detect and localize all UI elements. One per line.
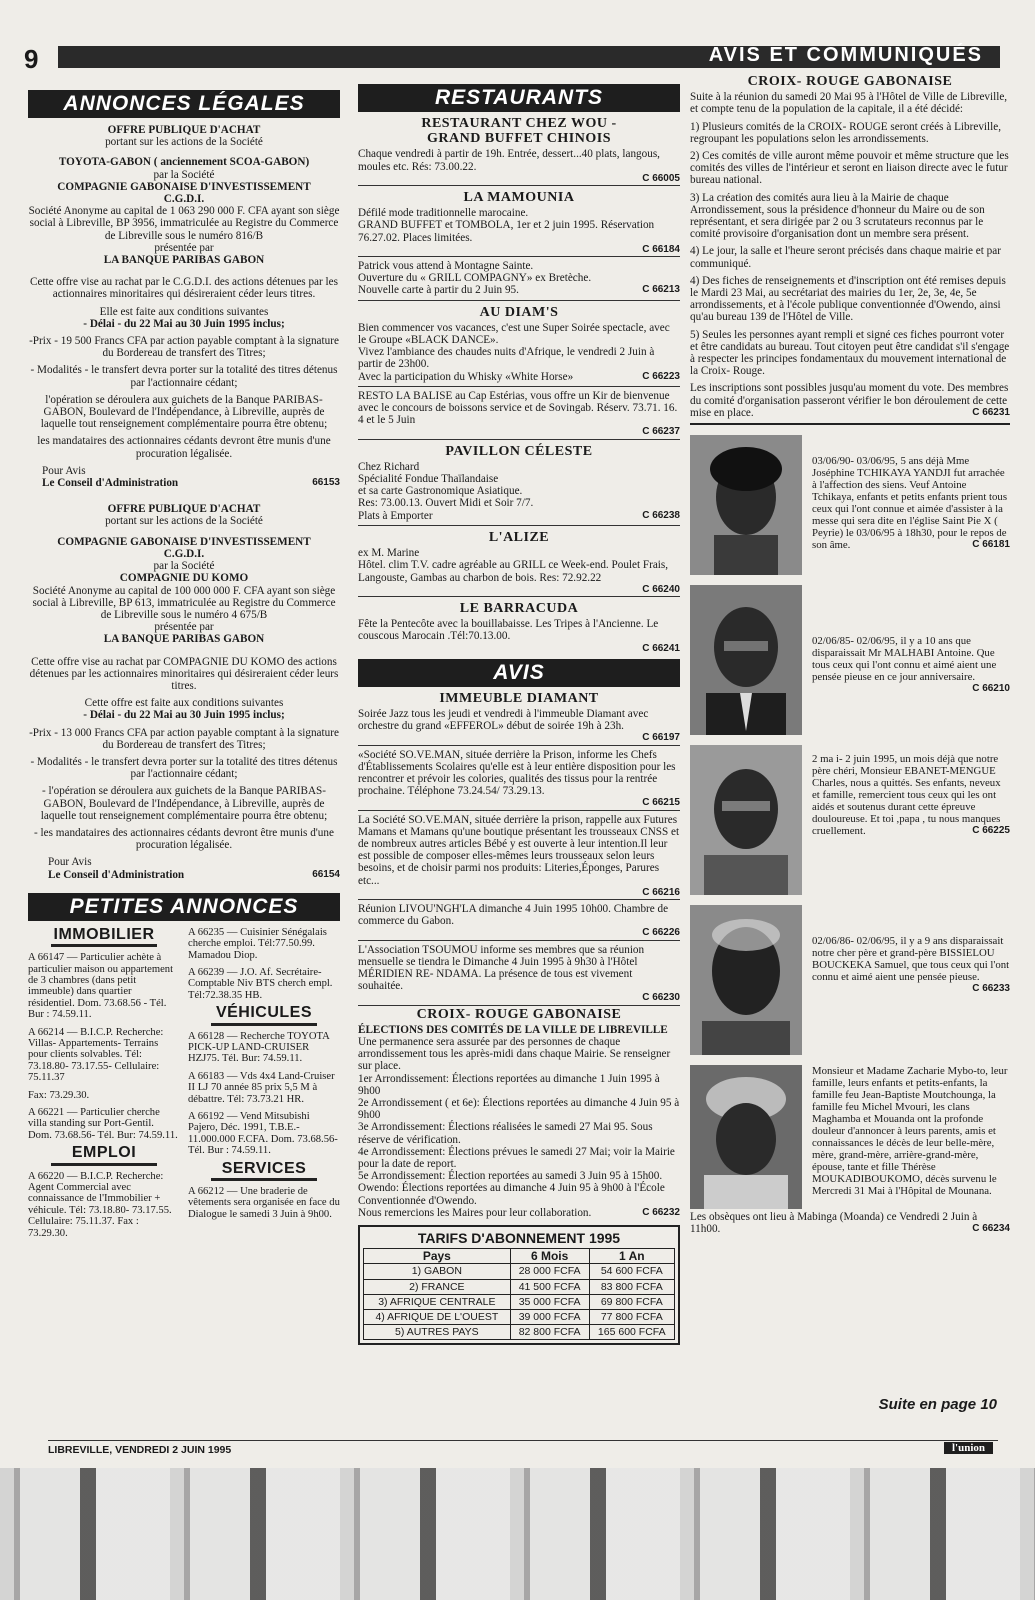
alize-ref: C 66240 xyxy=(642,583,680,595)
obituary xyxy=(690,1065,1010,1209)
ad-item: A 66220 — B.I.C.P. Recherche: Agent Commercial avec connaissance de l'Immobilier + véhicule. Tél: 73.18.80- 73.17.55. Cellulaire: 75.11.37. Fax : 73.29.30. xyxy=(28,1170,172,1239)
opa1-description: Société Anonyme au capital de 1 063 290 000 F. CFA ayant son siège social à Libreville, BP 3956, immatriculée au Registre du Commerce de Libreville sous le numéro 816/B xyxy=(28,205,340,242)
opa2-presentee: présentée par xyxy=(154,621,214,634)
croix2-line: 5e Arrondissement: Élection reportées au samedi 3 Juin 95 à 15h00. xyxy=(358,1170,663,1183)
opa1-sign1: Pour Avis xyxy=(42,464,86,477)
opa2-company: COMPAGNIE GABONAISE D'INVESTISSEMENT xyxy=(57,535,311,548)
ad-item: A 66128 — Recherche TOYOTA PICK-UP LAND-CRUISER HZJ75. Tél. Bur: 74.59.11. xyxy=(188,1030,330,1065)
tsoumou-text: L'Association TSOUMOU informe ses membres que sa réunion mensuelle se tiendra le Dimanche 4 Juin 1995 à 9h30 à l'Hôtel MÉRIDIEN RE- NDAMA. La présence de tous est vivement souhaitée. xyxy=(358,943,645,993)
croix2-closing: Nous remercions les Maires pour leur collaboration. xyxy=(358,1206,592,1219)
obituary xyxy=(690,435,1010,575)
page-number: 9 xyxy=(24,44,39,74)
obituary xyxy=(690,905,1010,1055)
tarifs-cell: 1) GABON xyxy=(364,1264,511,1279)
tarifs-cell: 2) FRANCE xyxy=(364,1279,511,1294)
scan-artifact xyxy=(0,1468,1035,1600)
ad-item: A 66214 — B.I.C.P. Recherche: Villas- Appartements- Terrains pour clients solvables. Tél: 73.18.80- 73.17.55- Cellulaire: 75.11.37 xyxy=(28,1026,164,1084)
tarifs-cell: 82 800 FCFA xyxy=(510,1325,589,1340)
tarifs-title: TARIFS D'ABONNEMENT 1995 xyxy=(417,1230,621,1247)
croix-rouge-ref: C 66231 xyxy=(972,406,1010,418)
patrick-ref: C 66213 xyxy=(642,284,680,296)
tarifs-cell: 165 600 FCFA xyxy=(589,1325,674,1340)
alize-title: L'ALIZE xyxy=(488,529,550,545)
barracuda-l1: Fête la Pentecôte avec la bouillabaisse. Les Tripes à l'Ancienne. Le couscous Marocain .Tél:70.13.00. xyxy=(358,618,659,643)
table-row xyxy=(364,1325,675,1340)
opa1-ref: 66153 xyxy=(312,477,340,489)
section-title: AVIS ET COMMUNIQUÉS xyxy=(708,44,983,66)
croix2-title: CROIX- ROUGE GABONAISE xyxy=(416,1006,622,1022)
croix-rouge-intro: Suite à la réunion du samedi 20 Mai 95 à l'Hôtel de Ville de Libreville, et compte tenu de la population de la capitale, il a été décidé: xyxy=(690,91,1008,116)
mamounia-ref: C 66184 xyxy=(642,243,680,255)
pavillon-title: PAVILLON CÉLESTE xyxy=(445,443,593,459)
mamounia-l2: GRAND BUFFET et TOMBOLA, 1er et 2 juin 1995. Réservation 76.27.02. Places limitées. xyxy=(358,219,655,244)
patrick-l1: Patrick vous attend à Montagne Sainte. xyxy=(358,260,534,273)
croix2-line: 3e Arrondissement: Élections réalisées le samedi 27 Mai 95. Sous réserve de vérification. xyxy=(358,1121,653,1146)
tarifs-cell: 54 600 FCFA xyxy=(589,1264,674,1279)
pavillon-l1: Chez Richard xyxy=(358,460,420,473)
croix-rouge-item: 5) Seules les personnes ayant rempli et signé ces fiches pourront voter et être candidats au bureau. Tout citoyen peut être candidat s'il s'engage à respecter les principes fondamentaux du mouvement international de la Croix- Rouge. xyxy=(690,328,1010,378)
ad-item: A 66183 — Vds 4x4 Land-Cruiser II LJ 70 année 85 prix 5,5 M à débattre. Tél: 73.73.21 HR. xyxy=(188,1070,335,1105)
annonces-legales-banner: ANNONCES LÉGALES xyxy=(28,90,340,118)
diam-l3: Avec la participation du Whisky «White Horse» xyxy=(358,370,574,383)
opa-notice-1 xyxy=(28,124,340,266)
pavillon-l2: Spécialité Fondue Thaïlandaise xyxy=(358,473,499,486)
ad-item: A 66212 — Une braderie de vêtements sera organisée en face du Dialogue le samedi 3 Juin à 9h00. xyxy=(188,1186,340,1220)
croix2-intro: Une permanence sera assurée par des personnes de chaque arrondissement tous les après-midi dans chaque Mairie. Se renseigner sur place. xyxy=(358,1036,671,1073)
obituary-ref: C 66181 xyxy=(972,539,1010,551)
croix-rouge-item: 4) Des fiches de renseignements et d'inscription ont été remises depuis le Mardi 23 Mai, au secrétariat des mairies du 1er, 2e, 3e, 4e, 5e arrondissements, et à l'école publique conventionnée d'Owendo, ainsi qu'au bureau 139 de l'Hôtel de Ville. xyxy=(690,274,1006,324)
diam-l2: Vivez l'ambiance des chaudes nuits d'Afrique, le vendredi 2 Juin à partir de 23h00. xyxy=(358,346,655,371)
soveman1-ref: C 66215 xyxy=(642,797,680,809)
opa1-par: par la Société xyxy=(153,168,215,181)
tarifs-header: 6 Mois xyxy=(510,1249,589,1264)
obituary-text: 02/06/86- 02/06/95, il y a 9 ans disparaissait notre cher père et grand-père BISSIELOU BOUCKEKA Samuel, que tous ceux qui l'ont connu et aimé aient une pensée pieuse. xyxy=(812,935,1010,984)
petites-annonces-col-2 xyxy=(188,927,340,1245)
croix2-line: 2e Arrondissement ( et 6e): Élections reportées au dimanche 4 Juin 95 à 9h00 xyxy=(358,1097,680,1122)
wou-ref: C 66005 xyxy=(642,172,680,184)
opa2-p2b: - Délai - du 22 Mai au 30 Juin 1995 inclus; xyxy=(83,709,285,722)
petites-annonces-banner: PETITES ANNONCES xyxy=(28,893,340,921)
opa1-p5: l'opération se déroulera aux guichets de la Banque PARIBAS-GABON, Boulevard de l'Indépendance, à Libreville, auprès de laquelle tout renseignement complémentaire pourra être obtenu; xyxy=(40,393,328,431)
livou-text: Réunion LIVOU'NGH'LA dimanche 4 Juin 1995 10h00. Chambre de commerce du Gabon. xyxy=(358,902,669,928)
opa2-p5: - l'opération se déroulera aux guichets de la Banque PARIBAS-GABON, Boulevard de l'Indépendance, à Libreville, auprès de laquelle tout renseignement complémentaire pourra être obtenu; xyxy=(40,785,328,822)
opa1-p2b: - Délai - du 22 Mai au 30 Juin 1995 inclus; xyxy=(83,317,285,330)
obituary xyxy=(690,745,1010,895)
croix2-subtitle: ÉLECTIONS DES COMITÉS DE LA VILLE DE LIBREVILLE xyxy=(358,1023,668,1036)
opa2-subtitle: portant sur les actions de la Société xyxy=(105,515,263,528)
tarifs-header: Pays xyxy=(364,1249,511,1264)
mamounia-title: LA MAMOUNIA xyxy=(463,190,575,206)
opa1-bidder-abbr: C.G.D.I. xyxy=(163,193,205,206)
obituary-ref: C 66233 xyxy=(972,983,1010,995)
column-middle xyxy=(358,84,680,1345)
footer-date: LIBREVILLE, VENDREDI 2 JUIN 1995 xyxy=(48,1444,232,1456)
tarifs-box xyxy=(358,1225,680,1345)
diamant-title: IMMEUBLE DIAMANT xyxy=(439,690,599,706)
obituary-text: 02/06/85- 02/06/95, il y a 10 ans que disparaissait Mr MALHABI Antoine. Que tous ceux qui l'ont connu et aimé aient une pensée pieuse en ce jour anniversaire. xyxy=(812,635,997,684)
patrick-l3: Nouvelle carte à partir du 2 Juin 95. xyxy=(358,284,519,297)
opa2-ref: 66154 xyxy=(312,868,340,880)
column-left xyxy=(28,90,340,1245)
tarifs-cell: 69 800 FCFA xyxy=(589,1294,674,1309)
croix-rouge-item: 1) Plusieurs comités de la CROIX- ROUGE seront créés à Libreville, regroupant les populations selon les arrondissements. xyxy=(690,120,1001,145)
opa1-p6: les mandataires des actionnaires cédants devront être munis d'une procuration légalisée. xyxy=(37,435,331,460)
portrait-photo xyxy=(690,745,802,895)
diam-ref: C 66223 xyxy=(642,370,680,382)
balise-ref: C 66237 xyxy=(642,426,680,438)
opa1-p2a: Elle est faite aux conditions suivantes xyxy=(99,305,269,318)
column-right xyxy=(690,76,1010,1235)
pavillon-ref: C 66238 xyxy=(642,509,680,521)
tarifs-header: 1 An xyxy=(589,1249,674,1264)
obituary-ref: C 66210 xyxy=(972,683,1010,695)
table-row xyxy=(364,1264,675,1279)
continued-link[interactable]: Suite en page 10 xyxy=(878,1396,997,1413)
livou-ref: C 66226 xyxy=(642,927,680,939)
ad-item: A 66221 — Particulier cherche villa standing sur Port-Gentil. Dom. 73.68.56- Tél. Bur: 74.59.11. xyxy=(28,1107,178,1141)
opa1-bank: LA BANQUE PARIBAS GABON xyxy=(103,254,265,267)
opa1-bidder: COMPAGNIE GABONAISE D'INVESTISSEMENT xyxy=(57,180,311,193)
portrait-photo xyxy=(690,905,802,1055)
opa1-presentee: présentée par xyxy=(154,241,214,254)
soveman2-ref: C 66216 xyxy=(642,886,680,898)
table-row xyxy=(364,1294,675,1309)
tsoumou-ref: C 66230 xyxy=(642,992,680,1004)
opa2-p3: -Prix - 13 000 Francs CFA par action payable comptant à la signature du Bordereau de transfert des Titres; xyxy=(29,726,339,751)
wou-text: Chaque vendredi à partir de 19h. Entrée, dessert...40 plats, langous, moules etc. Rés: 73.00.22. xyxy=(358,148,660,173)
opa2-p2a: Cette offre est faite aux conditions suivantes xyxy=(84,697,284,710)
obituary-ref: C 66225 xyxy=(972,825,1010,837)
tarifs-cell: 28 000 FCFA xyxy=(510,1264,589,1279)
opa2-p4: - Modalités - le transfert devra porter sur la totalité des titres détenus par l'actionnaire cédant; xyxy=(30,755,338,781)
opa2-sign2: Le Conseil d'Administration xyxy=(48,868,185,881)
balise-text: RESTO LA BALISE au Cap Estérias, vous offre un Kir de bienvenue avec le concours de boissons service et de Sovingab. Réserv. 73.71. 16. 4 et le 5 Juin xyxy=(358,389,678,427)
ad-item: Fax: 73.29.30. xyxy=(28,1089,90,1101)
tarifs-cell: 77 800 FCFA xyxy=(589,1310,674,1325)
portrait-photo xyxy=(690,435,802,575)
croix2-line: Owendo: Élections reportées au dimanche 4 Juin 95 à 9h00 à l'École Conventionnée d'Owendo. xyxy=(358,1182,665,1207)
diam-l1: Bien commencer vos vacances, c'est une Super Soirée spectacle, avec le Groupe «BLACK DANCE». xyxy=(358,321,670,347)
tarifs-cell: 4) AFRIQUE DE L'OUEST xyxy=(364,1310,511,1325)
tarifs-table xyxy=(363,1248,675,1340)
obituary-after: Les obsèques ont lieu à Mabinga (Moanda) ce Vendredi 2 Juin à 11h00. xyxy=(690,1211,978,1236)
barracuda-ref: C 66241 xyxy=(642,642,680,654)
opa2-signature xyxy=(28,869,340,881)
croix-rouge-item: 2) Ces comités de ville auront même pouvoir et même structure que les comités des villes de l'intérieur et seront en liaison directe avec le futur bureau national. xyxy=(690,150,1009,187)
obituary xyxy=(690,585,1010,735)
obituary-text: 2 ma i- 2 juin 1995, un mois déjà que notre père chéri, Monsieur EBANET-MENGUE Charles, nous a quittés. Ses enfants, neveux et famille, remercient tous ceux qui les ont aidés et soutenus durant cette épreuve douloureuse. Et toi ,papa , tu nous manques cruellement. xyxy=(812,753,1001,838)
croix-rouge-title: CROIX- ROUGE GABONAISE xyxy=(747,74,953,89)
opa-notice-2 xyxy=(28,503,340,645)
opa2-sign1: Pour Avis xyxy=(48,856,92,869)
immobilier-heading: IMMOBILIER xyxy=(53,925,155,943)
barracuda-title: LE BARRACUDA xyxy=(459,600,579,616)
soveman1-text: «Société SO.VE.MAN, située derrière la Prison, informe les Chefs d'Établissements Scolaires qu'elle est à leur entière disposition pour les rencontrer et prévoir les colories, qualités des tissus pour la rentrée prochaine. Téléphone 73.24.54/ 73.29.13. xyxy=(358,748,676,798)
obituary-text: 03/06/90- 03/06/95, 5 ans déjà Mme Joséphine TCHIKAYA YANDJI fut arrachée à l'affection des siens. Veuf Antoine Tchikaya, enfants et petits enfants prient tous ceux qui l'ont connue et aimée d'assister à la messe qui sera dite en l'église Saint Pie X ( Peyrie) le 03/06/95 à 18h30, pour le repos de son âme. xyxy=(812,455,1008,552)
wou-title-2: GRAND BUFFET CHINOIS xyxy=(427,131,611,147)
opa2-bidder: COMPAGNIE DU KOMO xyxy=(119,572,249,585)
croix2-ref: C 66232 xyxy=(642,1206,680,1218)
pavillon-l3: et sa carte Gastronomique Asiatique. xyxy=(358,485,523,498)
wou-title-1: RESTAURANT CHEZ WOU - xyxy=(421,116,617,131)
emploi-heading: EMPLOI xyxy=(71,1144,137,1162)
avis-banner: AVIS xyxy=(358,659,680,687)
opa2-company-abbr: C.G.D.I. xyxy=(163,547,205,560)
diamant-text: Soirée Jazz tous les jeudi et vendredi à l'immeuble Diamant avec orchestre du grand «EFFEROL» début de soirée 19h à 23h. xyxy=(358,707,649,733)
table-row xyxy=(364,1279,675,1294)
croix2-line: 1er Arrondissement: Élections reportées au dimanche 1 Juin 1995 à 9h00 xyxy=(358,1072,660,1097)
croix2-line: 4e Arrondissement: Élections prévues le samedi 27 Mai; voir la Mairie pour la date de report. xyxy=(358,1145,675,1171)
tarifs-cell: 35 000 FCFA xyxy=(510,1294,589,1309)
croix-rouge-item: Les inscriptions sont possibles jusqu'au moment du vote. Des membres du comité d'organisation passeront vérifier le bon déroulement de cette mise en place. xyxy=(690,382,1009,419)
mamounia-l1: Défilé mode traditionnelle marocaine. xyxy=(358,207,529,220)
ad-item: A 66147 — Particulier achète à particulier maison ou appartement de 3 chambres (dans petit immeuble) dans quartier résidentiel. Dom. 73.68.56 - Tél. Bur : 74.59.11. xyxy=(28,952,174,1021)
alize-l2: Hôtel. clim T.V. cadre agréable au GRILL ce Week-end. Poulet Frais, Langouste, Gambas au charbon de bois. Res: 72.92.22 xyxy=(358,559,669,584)
diam-title: AU DIAM'S xyxy=(479,304,559,320)
obituary-text: Monsieur et Madame Zacharie Mybo-to, leur famille, leurs enfants et petits-enfants, la famille feu Jean-Baptiste Moutchounga, la famille feu Michel Mvouri, les clans Maghamba et Mouanda ont la profonde douleur d'annoncer à leurs parents, amis et connaissances le décès de leur belle-mère, mère, grand-mère, arrière-grand-mère, épouse, tante et fille Thérèse MOUKADIBOUKOMO, décès survenu le Mercredi 31 Mai à l'Hôpital de Mounana. xyxy=(812,1065,1008,1198)
opa1-p1: Cette offre vise au rachat par le C.G.D.I. des actions détenues par les actionnaires minoritaires qui désireraient céder leurs titres. xyxy=(30,276,338,301)
opa1-company: TOYOTA-GABON ( anciennement SCOA-GABON) xyxy=(58,156,310,169)
opa2-description: Société Anonyme au capital de 100 000 000 F. CFA ayant son siège social à Libreville, BP 613, immatriculée au Registre du Commerce de Libreville sous le numéro 4 675/B xyxy=(32,584,336,621)
opa1-title: OFFRE PUBLIQUE D'ACHAT xyxy=(107,124,261,136)
newspaper-logo: l'union xyxy=(944,1442,993,1454)
opa1-p3: -Prix - 19 500 Francs CFA par action payable comptant à la signature du Bordereau de transfert des Titres; xyxy=(29,335,339,360)
vehicules-heading: VÉHICULES xyxy=(215,1004,313,1022)
croix-rouge-item: 4) Le jour, la salle et l'heure seront précisés dans chaque mairie et par communiqué. xyxy=(690,245,1001,270)
petites-annonces-col-1 xyxy=(28,927,180,1245)
ad-item: A 66235 — Cuisinier Sénégalais cherche emploi. Tél:77.50.99. Mamadou Diop. xyxy=(188,926,327,961)
table-row xyxy=(364,1310,675,1325)
opa2-par: par la Société xyxy=(153,560,215,573)
portrait-photo xyxy=(690,585,802,735)
opa1-p4: - Modalités - le transfert devra porter sur la totalité des titres détenus par l'actionnaire cédant; xyxy=(30,364,338,389)
alize-l1: ex M. Marine xyxy=(358,547,420,560)
tarifs-cell: 39 000 FCFA xyxy=(510,1310,589,1325)
tarifs-cell: 3) AFRIQUE CENTRALE xyxy=(364,1294,511,1309)
pavillon-l5: Plats à Emporter xyxy=(358,509,433,522)
patrick-l2: Ouverture du « GRILL COMPAGNY» ex Bretèche. xyxy=(358,272,592,285)
tarifs-cell: 5) AUTRES PAYS xyxy=(364,1325,511,1340)
croix-rouge-item: 3) La création des comités aura lieu à la Mairie de chaque Arrondissement, sous la présidence d'honneur du Maire ou de son représentant, et sera dirigée par 2 ou 3 scrutateurs reconnus par le comité provisoire d'organisation dont un membre sera présent. xyxy=(690,191,985,241)
opa1-signature xyxy=(28,477,340,489)
opa2-title: OFFRE PUBLIQUE D'ACHAT xyxy=(107,503,261,516)
opa2-p6: - les mandataires des actionnaires cédants devront être munis d'une procuration légalisée. xyxy=(34,826,334,852)
restaurants-banner: RESTAURANTS xyxy=(358,84,680,112)
portrait-photo xyxy=(690,1065,802,1209)
services-heading: SERVICES xyxy=(221,1159,307,1177)
opa1-sign2: Le Conseil d'Administration xyxy=(42,477,179,490)
obituary-ref: C 66234 xyxy=(972,1223,1010,1235)
petites-annonces xyxy=(28,927,340,1245)
tarifs-cell: 41 500 FCFA xyxy=(510,1279,589,1294)
opa2-bank: LA BANQUE PARIBAS GABON xyxy=(103,633,265,646)
soveman2-text: La Société SO.VE.MAN, située derrière la prison, rappelle aux Futures Mamans et Mamans qu'une boutique présentant les trousseaux CNSS et de nombreux autres articles Bébé y est ouverte à leur intention.Il leur est possible de composer elles-mêmes leurs trousseaux selon leurs besoins, et de choisir parmi nos produits: Literies,Éponges, Parures etc... xyxy=(358,813,680,887)
ad-item: A 66192 — Vend Mitsubishi Pajero, Déc. 1991, T.B.E.- 11.000.000 F.CFA. Dom. 73.68.56- Tél. Bur : 74.59.11. xyxy=(188,1111,338,1157)
opa2-p1: Cette offre vise au rachat par COMPAGNIE DU KOMO des actions détenues par les actionnaires minoritaires qui désireraient céder leurs titres. xyxy=(29,655,339,692)
diamant-ref: C 66197 xyxy=(642,732,680,744)
ad-item: A 66239 — J.O. Af. Secrétaire-Comptable Niv BTS cherch empl. Tél:72.38.35 HB. xyxy=(188,966,333,1001)
opa1-subtitle: portant sur les actions de la Société xyxy=(105,136,263,149)
tarifs-cell: 83 800 FCFA xyxy=(589,1279,674,1294)
pavillon-l4: Res: 73.00.13. Ouvert Midi et Soir 7/7. xyxy=(358,497,534,510)
